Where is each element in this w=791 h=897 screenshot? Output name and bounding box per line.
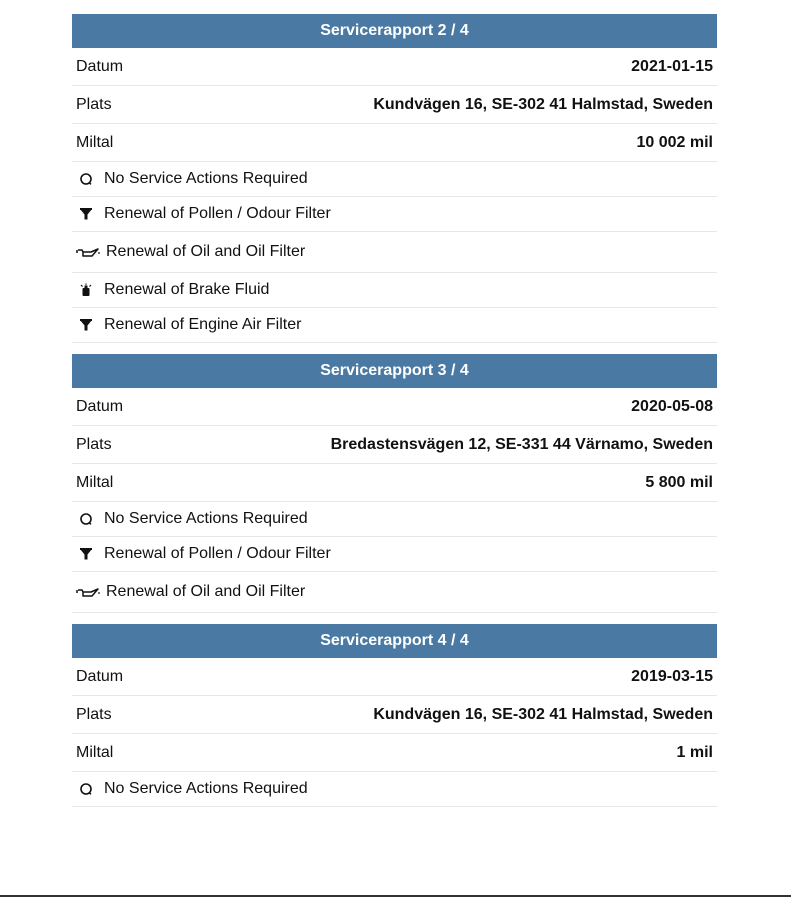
datum-value: 2019-03-15	[631, 667, 713, 685]
miltal-label: Miltal	[76, 133, 114, 151]
plats-value: Bredastensvägen 12, SE-331 44 Värnamo, Sweden	[330, 435, 713, 453]
plats-label: Plats	[76, 705, 112, 723]
action-label: Renewal of Pollen / Odour Filter	[104, 545, 331, 562]
plats-row	[72, 426, 717, 464]
datum-value: 2020-05-08	[631, 397, 713, 415]
action-item	[72, 308, 717, 343]
miltal-value: 1 mil	[676, 743, 713, 761]
circle-icon	[76, 779, 96, 799]
action-item	[72, 197, 717, 232]
plats-value: Kundvägen 16, SE-302 41 Halmstad, Sweden	[373, 705, 713, 723]
action-item	[72, 273, 717, 308]
action-item	[72, 232, 717, 273]
plats-row	[72, 86, 717, 124]
miltal-label: Miltal	[76, 743, 114, 761]
oil-can-icon	[76, 242, 100, 262]
plats-label: Plats	[76, 435, 112, 453]
filter-funnel-icon	[76, 544, 96, 564]
action-label: Renewal of Oil and Oil Filter	[106, 583, 306, 600]
miltal-row	[72, 464, 717, 502]
action-label: No Service Actions Required	[104, 170, 308, 187]
action-item	[72, 537, 717, 572]
brake-fluid-icon	[76, 280, 96, 300]
oil-can-icon	[76, 582, 100, 602]
circle-icon	[76, 169, 96, 189]
service-report-2	[72, 14, 717, 343]
action-item	[72, 772, 717, 807]
service-report-3	[72, 354, 717, 613]
datum-row	[72, 658, 717, 696]
report-header: Servicerapport 4 / 4	[72, 624, 717, 658]
datum-label: Datum	[76, 397, 124, 415]
miltal-value: 5 800 mil	[645, 473, 713, 491]
miltal-value: 10 002 mil	[636, 133, 713, 151]
datum-row	[72, 388, 717, 426]
action-label: Renewal of Brake Fluid	[104, 281, 270, 298]
service-report-4	[72, 624, 717, 807]
action-item	[72, 502, 717, 537]
circle-icon	[76, 509, 96, 529]
plats-label: Plats	[76, 95, 112, 113]
action-label: Renewal of Engine Air Filter	[104, 316, 302, 333]
datum-row	[72, 48, 717, 86]
miltal-row	[72, 124, 717, 162]
action-label: No Service Actions Required	[104, 510, 308, 527]
action-item	[72, 572, 717, 613]
miltal-label: Miltal	[76, 473, 114, 491]
action-label: Renewal of Pollen / Odour Filter	[104, 205, 331, 222]
miltal-row	[72, 734, 717, 772]
datum-label: Datum	[76, 57, 124, 75]
report-header: Servicerapport 3 / 4	[72, 354, 717, 388]
action-label: Renewal of Oil and Oil Filter	[106, 243, 306, 260]
datum-value: 2021-01-15	[631, 57, 713, 75]
action-item	[72, 162, 717, 197]
filter-funnel-icon	[76, 204, 96, 224]
plats-value: Kundvägen 16, SE-302 41 Halmstad, Sweden	[373, 95, 713, 113]
datum-label: Datum	[76, 667, 124, 685]
action-label: No Service Actions Required	[104, 780, 308, 797]
filter-funnel-icon	[76, 315, 96, 335]
plats-row	[72, 696, 717, 734]
report-header: Servicerapport 2 / 4	[72, 14, 717, 48]
